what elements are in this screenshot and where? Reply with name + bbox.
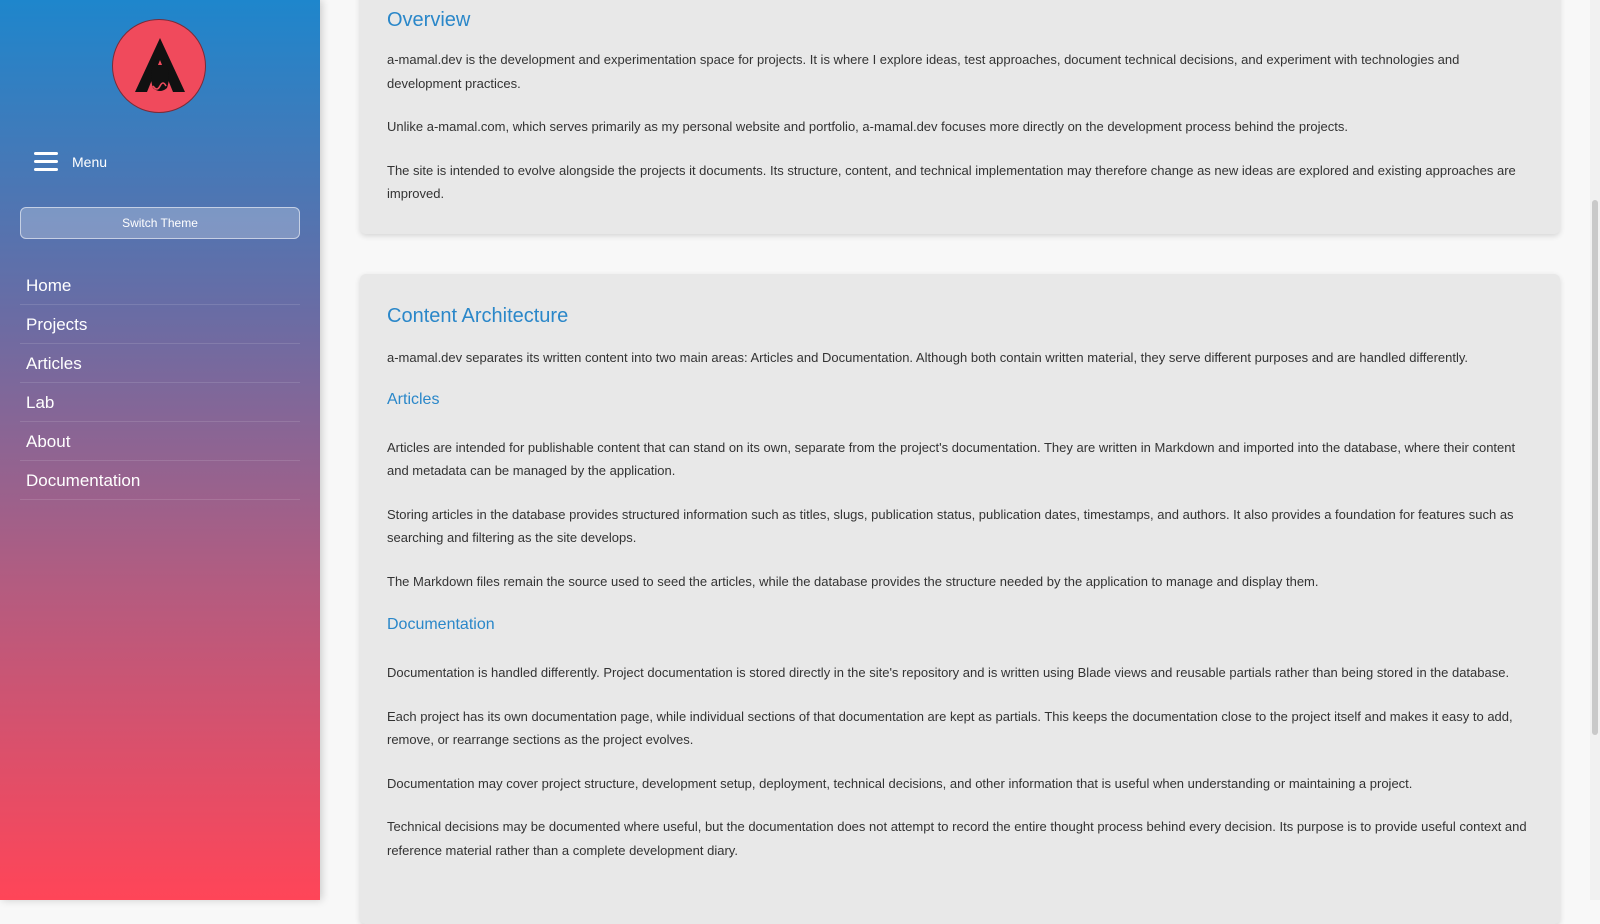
documentation-paragraph: Documentation may cover project structure, development setup, deployment, technical decisions, and other information that is useful when understanding or maintaining a project. xyxy=(387,775,1413,791)
documentation-paragraph: Documentation is handled differently. Project documentation is stored directly in the site's repository and is written using Blade views and reusable partials rather than being stored in the database. xyxy=(387,665,1510,680)
content-architecture-card xyxy=(360,274,1560,924)
documentation-paragraph: Each project has its own documentation page, while individual sections of that documentation are kept as partials. This keeps the documentation close to the project itself and makes it easy to add, remove, or rearrange sections as the project evolves. xyxy=(387,708,1513,747)
content-architecture-intro: a-mamal.dev separates its written content into two main areas: Articles and Documentation. Although both contain written material, they serve different purposes and are handled differently. xyxy=(387,350,1469,365)
nav-item-projects[interactable]: Projects xyxy=(20,305,300,344)
nav-item-articles[interactable]: Articles xyxy=(20,344,300,383)
sidebar-nav xyxy=(20,266,300,500)
overview-title: Overview xyxy=(387,9,471,31)
overview-paragraph: a-mamal.dev is the development and experimentation space for projects. It is where I explore ideas, test approaches, document technical decisions, and experiment with technologies and development practices. xyxy=(387,52,1460,91)
overview-card xyxy=(360,0,1560,234)
nav-item-lab[interactable]: Lab xyxy=(20,383,300,422)
documentation-heading: Documentation xyxy=(387,616,495,633)
scrollbar-thumb[interactable] xyxy=(1592,200,1598,735)
overview-paragraph: Unlike a-mamal.com, which serves primarily as my personal website and portfolio, a-mamal.dev focuses more directly on the development process behind the projects. xyxy=(387,119,1348,134)
logo-a-cat-icon[interactable] xyxy=(112,19,206,113)
menu-toggle[interactable] xyxy=(34,152,107,172)
nav-item-about[interactable]: About xyxy=(20,422,300,461)
articles-paragraph: The Markdown files remain the source used to seed the articles, while the database provides the structure needed by the application to manage and display them. xyxy=(387,573,1319,589)
content-architecture-title: Content Architecture xyxy=(387,305,569,327)
articles-paragraph: Storing articles in the database provides structured information such as titles, slugs, publication status, publication dates, timestamps, and authors. It also provides a foundation for features such as searching and filtering as the site develops. xyxy=(387,506,1514,545)
menu-label[interactable]: Menu xyxy=(72,154,108,170)
page-scrollbar[interactable] xyxy=(1590,0,1600,900)
articles-heading: Articles xyxy=(387,390,440,408)
overview-paragraph: The site is intended to evolve alongside the projects it documents. Its structure, content, and technical implementation may therefore change as new ideas are explored and existing approaches are improved. xyxy=(387,162,1516,201)
nav-item-home[interactable]: Home xyxy=(20,266,300,305)
switch-theme-button[interactable]: Switch Theme xyxy=(20,207,300,239)
documentation-paragraph: Technical decisions may be documented where useful, but the documentation does not attempt to record the entire thought process behind every decision. Its purpose is to provide useful context and reference material rather than a complete development diary. xyxy=(387,819,1527,858)
hamburger-menu-icon[interactable] xyxy=(34,152,58,172)
articles-paragraph: Articles are intended for publishable content that can stand on its own, separate from the project's documentation. They are written in Markdown and imported into the database, where their content and metadata can be managed by the application. xyxy=(387,439,1516,478)
nav-item-documentation[interactable]: Documentation xyxy=(20,461,300,500)
sidebar xyxy=(0,0,320,900)
